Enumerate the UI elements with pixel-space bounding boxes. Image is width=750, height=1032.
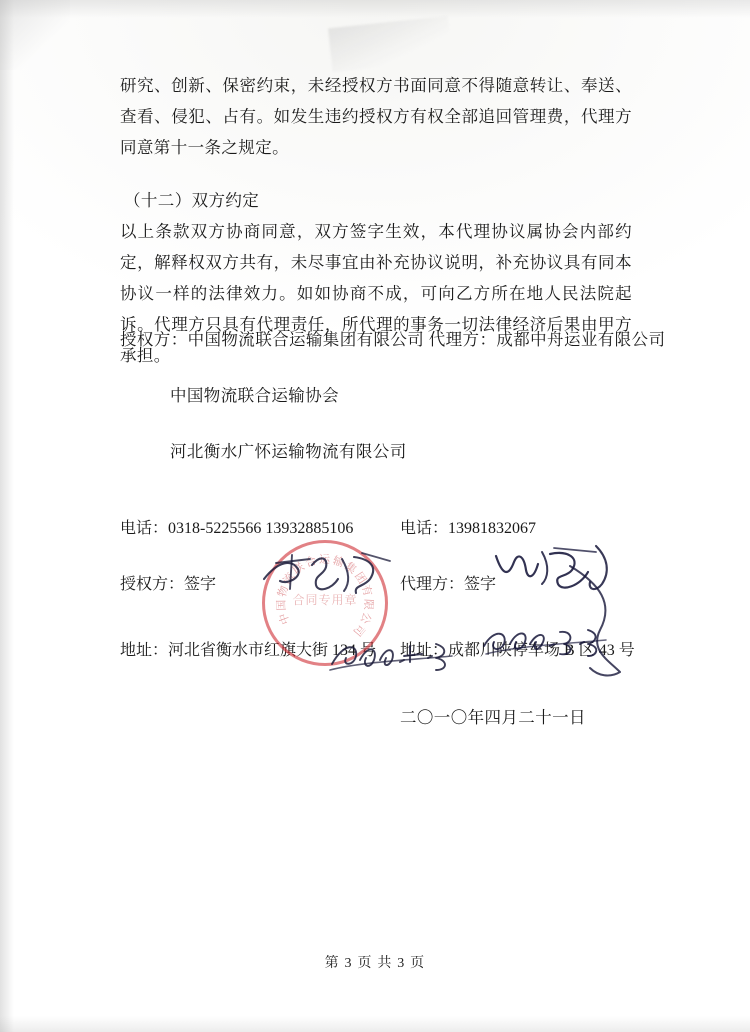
party-extra-line-1: 中国物流联合运输协会 xyxy=(170,386,339,405)
paper-crease xyxy=(328,16,452,72)
page-footer: 第 3 页 共 3 页 xyxy=(324,956,426,971)
address-row xyxy=(120,637,660,667)
signature-label-left: 授权方：签字 xyxy=(120,576,217,593)
phone-left-label: 电话： xyxy=(120,520,169,537)
address-right-value: 成都川陕停车场 B 区 43 号 xyxy=(448,642,635,659)
signature-labels-row xyxy=(120,571,660,601)
authorizer-label: 授权方： xyxy=(120,330,188,349)
address-left-value: 河北省衡水市红旗大街 134 号 xyxy=(168,642,377,659)
phone-left xyxy=(120,515,353,538)
authorizer-name: 中国物流联合运输集团有限公司 xyxy=(187,330,425,349)
phone-right-label: 电话： xyxy=(400,520,449,537)
seal-outer-text: 中 国 物 流 联 合 运 输 集 团 有 限 公 司 xyxy=(275,553,375,640)
party-extra-line-2: 河北衡水广怀运输物流有限公司 xyxy=(170,442,407,461)
spacer xyxy=(120,467,660,515)
agent-name: 成都中舟运业有限公司 xyxy=(496,330,666,349)
phone-left-value: 0318-5225566 13932885106 xyxy=(168,520,354,537)
date-line-row xyxy=(120,703,660,733)
spacer xyxy=(120,411,660,437)
address-left xyxy=(120,637,376,660)
section-paragraph: 以上条款双方协商同意，双方签字生效，本代理协议属协会内部约定，解释权双方共有，未尽事宜由补充协议说明，补充协议具有同本协议一样的法律效力。如如协商不成，可向乙方所在地人民法院起诉。代理方只具有代理责任，所代理的事务一切法律经济后果由甲方承担。 xyxy=(120,222,632,365)
spacer xyxy=(120,163,632,185)
address-right xyxy=(400,637,635,660)
phone-right-value: 13981832067 xyxy=(448,520,537,537)
agent-label: 代理方： xyxy=(428,330,497,349)
spacer xyxy=(120,667,660,703)
paper-corner-fold xyxy=(0,0,70,70)
section-heading: （十二）双方约定 xyxy=(124,191,260,210)
date-line: 二〇一〇年四月二十一日 xyxy=(400,708,586,727)
signature-block xyxy=(120,325,666,733)
page-edge-shadow-bottom xyxy=(0,1016,750,1032)
phone-row xyxy=(120,515,660,545)
phone-right xyxy=(400,515,536,538)
spacer xyxy=(120,545,660,571)
page-edge-shadow-top xyxy=(0,0,750,18)
paragraph-continuation: 研究、创新、保密约束，未经授权方书面同意不得随意转让、奉送、查看、侵犯、占有。如发生违约授权方有权全部追回管理费，代理方同意第十一条之规定。 xyxy=(120,76,632,157)
spacer xyxy=(120,355,660,381)
signature-label-right: 代理方：签字 xyxy=(400,576,497,593)
address-left-label: 地址： xyxy=(120,642,169,659)
page-edge-shadow-left xyxy=(0,0,14,1032)
seal-center-text: 合同专用章 xyxy=(292,593,358,607)
address-right-label: 地址： xyxy=(400,642,449,659)
spacer xyxy=(120,601,660,637)
party-names-row xyxy=(120,325,666,355)
